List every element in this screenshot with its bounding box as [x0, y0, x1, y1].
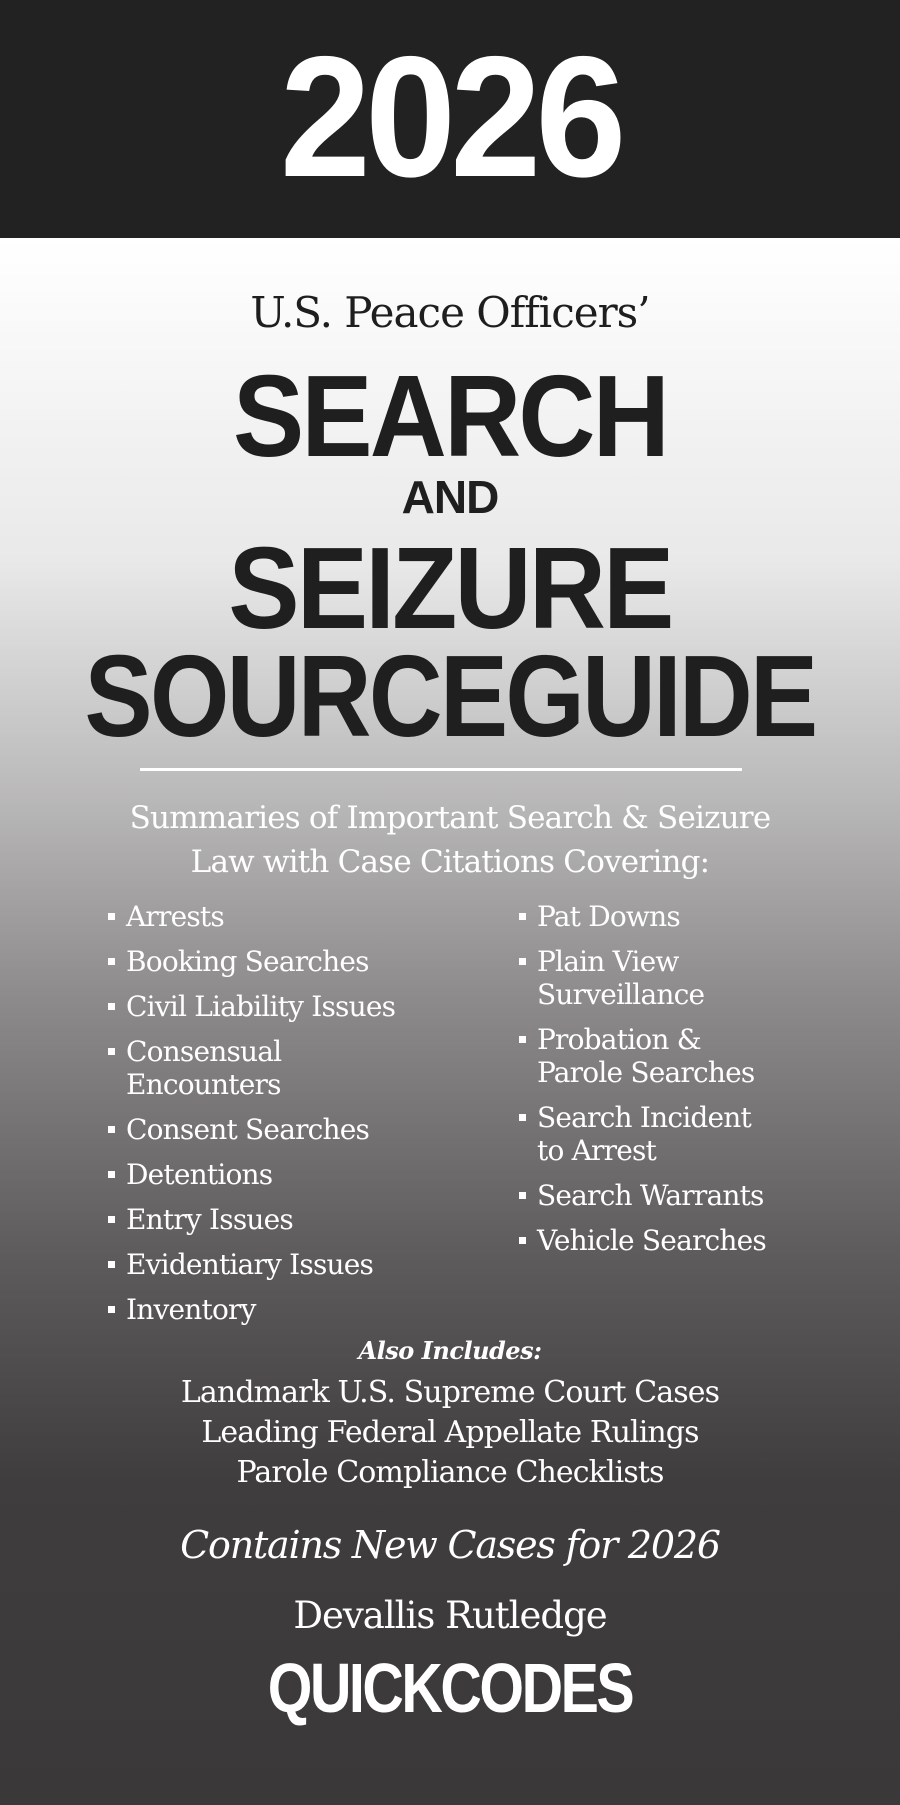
- bullet-icon: [108, 1171, 115, 1178]
- topic-label: Plain View: [537, 945, 679, 978]
- bullet-icon: [108, 1003, 115, 1010]
- topic-item: [108, 1158, 488, 1191]
- bullet-icon: [519, 1114, 526, 1121]
- topic-label: Parole Searches: [537, 1056, 755, 1089]
- topic-item: [108, 990, 488, 1023]
- title-and: AND: [401, 471, 499, 523]
- topic-label: Inventory: [126, 1293, 256, 1326]
- bullet-icon: [108, 1048, 115, 1055]
- summary: [0, 796, 900, 884]
- bullet-icon: [108, 1126, 115, 1133]
- also-includes-item: Leading Federal Appellate Rulings: [201, 1415, 699, 1450]
- bullet-icon: [108, 913, 115, 920]
- edition-year: 2026: [279, 21, 621, 213]
- topic-label: Consent Searches: [126, 1113, 370, 1146]
- author-name: Devallis Rutledge: [293, 1594, 607, 1637]
- bullet-icon: [108, 958, 115, 965]
- topic-label: Search Incident: [537, 1101, 751, 1134]
- bullet-icon: [108, 1261, 115, 1268]
- topic-label: Pat Downs: [537, 900, 680, 933]
- topic-label: Detentions: [126, 1158, 273, 1191]
- topic-label: to Arrest: [537, 1134, 656, 1167]
- topic-label: Encounters: [126, 1068, 281, 1101]
- topic-list-right: [519, 900, 889, 1269]
- topic-label: Evidentiary Issues: [126, 1248, 374, 1281]
- topic-item: [108, 1203, 488, 1236]
- also-includes-item: Landmark U.S. Supreme Court Cases: [180, 1375, 720, 1410]
- year-banner: [0, 0, 900, 238]
- bullet-icon: [519, 913, 526, 920]
- title-search: SEARCH: [232, 351, 668, 481]
- topic-label: Booking Searches: [126, 945, 369, 978]
- topic-item: [519, 945, 889, 1011]
- topic-item: [108, 1293, 488, 1326]
- topic-item: [108, 900, 488, 933]
- divider: [140, 768, 742, 771]
- topic-item: [519, 1179, 889, 1212]
- topic-item: [108, 1035, 488, 1101]
- new-cases-tagline: Contains New Cases for 2026: [180, 1523, 720, 1567]
- topic-item: [519, 1023, 889, 1089]
- summary-line: Law with Case Citations Covering:: [190, 844, 710, 880]
- also-includes-item: Parole Compliance Checklists: [236, 1455, 664, 1490]
- topic-label: Surveillance: [537, 978, 705, 1011]
- subtitle: U.S. Peace Officers’: [250, 288, 650, 337]
- topic-item: [519, 1101, 889, 1167]
- topic-item: [108, 1113, 488, 1146]
- topic-label: Consensual: [126, 1035, 282, 1068]
- bullet-icon: [519, 1237, 526, 1244]
- bullet-icon: [519, 958, 526, 965]
- topic-label: Probation &: [537, 1023, 701, 1056]
- bullet-icon: [519, 1036, 526, 1043]
- also-includes-list: [0, 1373, 900, 1493]
- topic-label: Search Warrants: [537, 1179, 764, 1212]
- title-sourceguide: SOURCEGUIDE: [84, 631, 816, 761]
- topic-label: Arrests: [126, 900, 224, 933]
- topic-label: Civil Liability Issues: [126, 990, 396, 1023]
- topic-label: Entry Issues: [126, 1203, 293, 1236]
- bullet-icon: [108, 1216, 115, 1223]
- topic-item: [519, 900, 889, 933]
- topic-label: Vehicle Searches: [537, 1224, 767, 1257]
- summary-line: Summaries of Important Search & Seizure: [129, 800, 771, 836]
- publisher-brand: QUICKCODES: [267, 1649, 633, 1727]
- bullet-icon: [519, 1192, 526, 1199]
- also-includes-label: Also Includes:: [358, 1336, 542, 1365]
- topic-item: [519, 1224, 889, 1257]
- topic-list-left: [108, 900, 488, 1338]
- topic-item: [108, 945, 488, 978]
- bullet-icon: [108, 1306, 115, 1313]
- topic-item: [108, 1248, 488, 1281]
- title-seizure: SEIZURE: [228, 523, 672, 653]
